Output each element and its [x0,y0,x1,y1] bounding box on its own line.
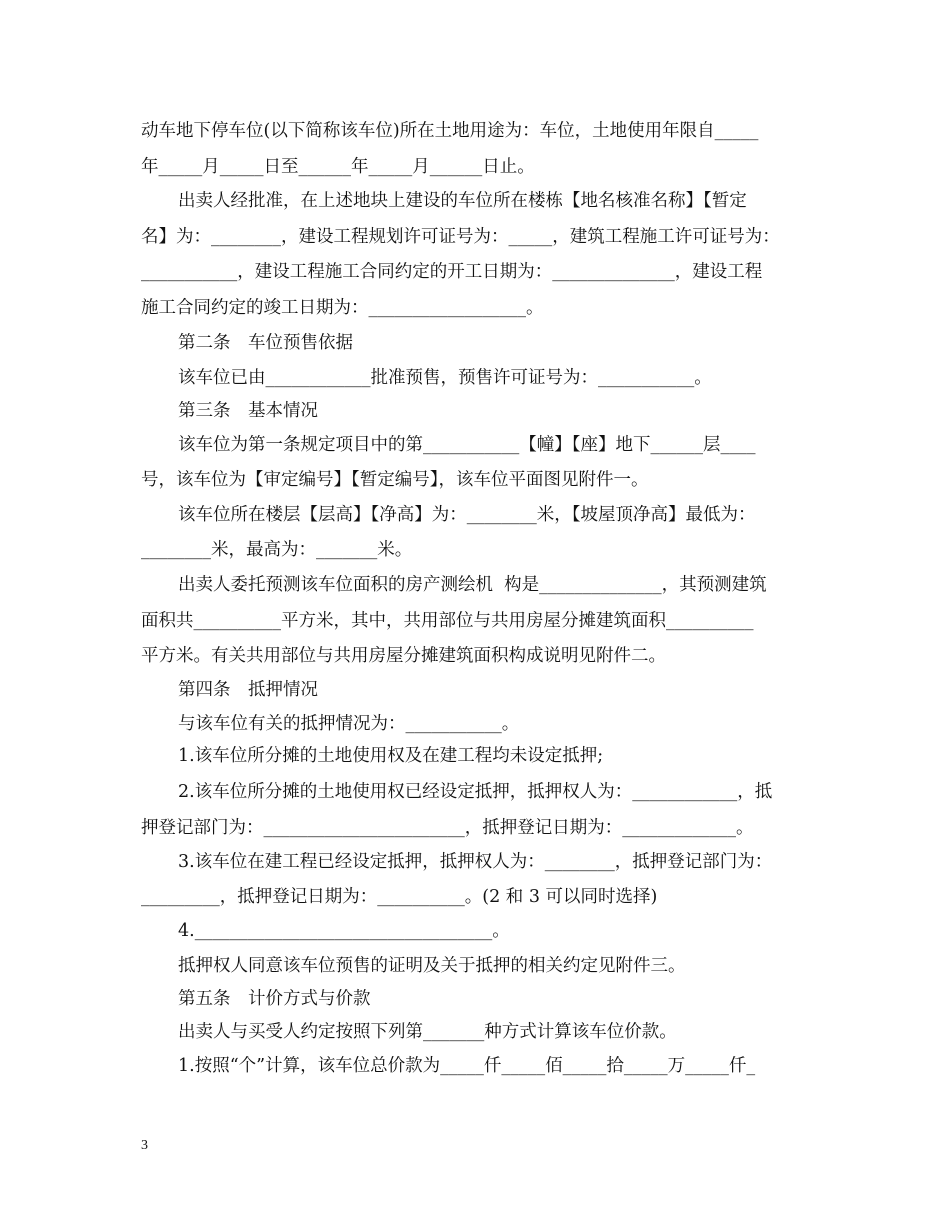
section-heading: 第三条 基本情况 [178,401,318,421]
text-line: 动车地下停车位(以下简称该车位)所在土地用途为：车位，土地使用年限自_____ [141,121,759,141]
text-line: 该车位所在楼层【层高】【净高】为：________米，【坡屋顶净高】最低为： [178,505,756,525]
section-heading: 第四条 抵押情况 [178,680,318,700]
text-line: 3.该车位在建工程已经设定抵押，抵押权人为：________，抵押登记部门为： [178,852,773,872]
text-line: 名】为：________，建设工程规划许可证号为：_____，建筑工程施工许可证号为： [141,227,780,247]
page-number: 3 [141,1138,148,1153]
text-line: ___________，建设工程施工合同约定的开工日期为：______________，建设工程 [141,262,763,282]
text-line: 面积共__________平方米，其中，共用部位与共用房屋分摊建筑面积__________ [141,611,754,631]
text-line: 平方米。有关共用部位与共用房屋分摊建筑面积构成说明见附件二。 [141,646,666,666]
text-line: 抵押权人同意该车位预售的证明及关于抵押的相关约定见附件三。 [178,956,686,976]
text-line: 出卖人与买受人约定按照下列第_______种方式计算该车位价款。 [178,1022,677,1042]
section-heading: 第五条 计价方式与价款 [178,989,371,1009]
text-line: 1.该车位所分摊的土地使用权及在建工程均未设定抵押; [178,746,604,766]
text-line: 该车位为第一条规定项目中的第___________【幢】【座】地下______层____ [178,435,756,455]
text-line: _________，抵押登记日期为：__________。(2 和 3 可以同时选择) [141,887,658,907]
text-line: 1.按照“个”计算，该车位总价款为_____仟_____佰_____拾_____万_____仟_ [178,1056,756,1076]
text-line: ________米，最高为：_______米。 [141,540,413,560]
text-line: 施工合同约定的竣工日期为：__________________。 [141,298,544,318]
text-line: 号，该车位为【审定编号】【暂定编号】，该车位平面图见附件一。 [141,470,649,490]
text-line: 押登记部门为：_______________________，抵押登记日期为：_____________。 [141,818,754,838]
text-line: 出卖人经批准，在上述地块上建设的车位所在楼栋【地名核准名称】【暂定 [178,191,747,211]
text-line: 2.该车位所分摊的土地使用权已经设定抵押，抵押权人为：____________，抵 [178,782,773,802]
text-line: 该车位已由____________批准预售，预售许可证号为：___________。 [178,368,712,388]
text-line: 年_____月_____日至______年_____月______日止。 [141,157,535,177]
text-line: 出卖人委托预测该车位面积的房产测绘机 构是______________，其预测建筑 [178,575,767,595]
text-line: 与该车位有关的抵押情况为：___________。 [178,714,520,734]
section-heading: 第二条 车位预售依据 [178,333,353,353]
text-line: 4.__________________________________。 [178,921,510,941]
